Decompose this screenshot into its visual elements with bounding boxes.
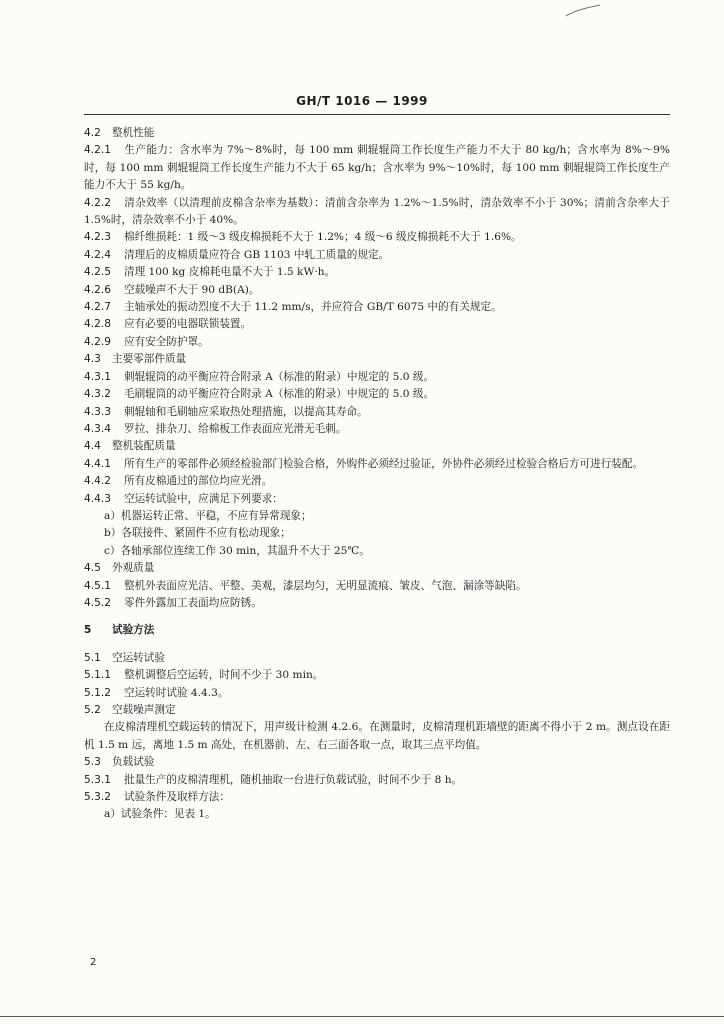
- clause-5-1-2: [84, 685, 670, 702]
- clause-text: 清理后的皮棉质量应符合 GB 1103 中轧工质量的规定。: [124, 248, 390, 261]
- clause-4-5: [84, 560, 670, 577]
- clause-number: 4.3.3: [84, 405, 111, 418]
- clause-4-2-2: [84, 195, 670, 230]
- clause-number: 4.5.1: [84, 579, 111, 592]
- clause-5: [84, 622, 670, 639]
- clause-4-3: [84, 351, 670, 368]
- clause-number: 4.5: [84, 562, 101, 575]
- clause-5-2: [84, 702, 670, 719]
- clause-number: 4.2.7: [84, 301, 111, 314]
- clause-4-4-3: [84, 491, 670, 508]
- clause-5-3: [84, 754, 670, 771]
- bottom-rule: [0, 1016, 724, 1017]
- clause-text: 在皮棉清理机空载运转的情况下，用声级计检测 4.2.6。在测量时，皮棉清理机距墙壁的距离不得小于 2 m。测点设在距机 1.5 m 远，离地 1.5 m 高处，在机器前、左、右三面各取一点，取其三点平均值。: [84, 721, 670, 751]
- spacer: [84, 612, 670, 622]
- clause-4-5-1: [84, 578, 670, 595]
- clause-text: 毛刷辊筒的动平衡应符合附录 A（标准的附录）中规定的 5.0 级。: [124, 388, 435, 401]
- clause-text: 空载噪声测定: [112, 704, 176, 716]
- clause-text: 负载试验: [112, 756, 155, 769]
- text-line: [84, 806, 670, 823]
- page-number: 2: [90, 957, 97, 968]
- clause-text: 整机装配质量: [112, 440, 176, 453]
- clause-text: 空运转试验: [112, 651, 165, 664]
- clause-number: 5.2: [84, 704, 101, 716]
- clause-text: 罗拉、排杂刀、给棉板工作表面应光滑无毛刺。: [124, 422, 347, 435]
- clause-text: 空运转时试验 4.4.3。: [124, 686, 229, 699]
- page-header: GH/T 1016 — 1999: [296, 94, 428, 108]
- clause-text: c）各轴承部位连续工作 30 min，其温升不大于 25℃。: [104, 544, 370, 557]
- clause-4-3-3: [84, 404, 670, 421]
- clause-4-3-2: [84, 386, 670, 403]
- clause-4-2-8: [84, 316, 670, 333]
- clause-number: 5: [84, 624, 92, 637]
- clause-number: 4.2.6: [84, 283, 111, 296]
- clause-number: 4.2.5: [84, 266, 111, 279]
- clause-text: 应有安全防护罩。: [124, 335, 209, 348]
- clause-number: 4.3: [84, 353, 101, 366]
- clause-text: 批量生产的皮棉清理机，随机抽取一台进行负载试验，时间不少于 8 h。: [124, 773, 463, 786]
- clause-5-1: [84, 650, 670, 667]
- clause-number: 5.1.1: [84, 669, 111, 682]
- clause-4-2-1: [84, 142, 670, 194]
- document-body: [84, 125, 670, 824]
- clause-4-3-1: [84, 369, 670, 386]
- clause-4-4: [84, 438, 670, 455]
- clause-text: 主轴承处的振动烈度不大于 11.2 mm/s，并应符合 GB/T 6075 中的有关规定。: [124, 301, 502, 314]
- clause-number: 4.4.1: [84, 457, 111, 470]
- clause-text: 清杂效率（以清理前皮棉含杂率为基数）：清前含杂率为 1.2%～1.5%时，清杂效率不小于 30%；清前含杂率大于 1.5%时，清杂效率不小于 40%。: [84, 196, 670, 227]
- clause-number: 4.2.8: [84, 318, 111, 331]
- clause-4-2-7: [84, 299, 670, 316]
- clause-number: 4.2: [84, 127, 101, 139]
- pen-scribble-mark: [564, 2, 604, 22]
- clause-number: 5.3.1: [84, 773, 111, 786]
- clause-text: 应有必要的电器联锁装置。: [124, 318, 252, 331]
- clause-text: 清理 100 kg 皮棉耗电量不大于 1.5 kW·h。: [124, 266, 336, 279]
- clause-5-3-2: [84, 789, 670, 806]
- clause-4-4-1: [84, 456, 670, 473]
- clause-number: 4.2.4: [84, 248, 111, 261]
- clause-4-3-4: [84, 421, 670, 438]
- clause-number: 4.5.2: [84, 596, 111, 609]
- clause-number: 4.4: [84, 440, 101, 453]
- clause-number: 4.3.1: [84, 370, 111, 383]
- spacer: [84, 640, 670, 650]
- clause-4-2-3: [84, 229, 670, 246]
- clause-number: 4.3.4: [84, 422, 111, 435]
- clause-text: 试验条件及取样方法：: [124, 791, 230, 804]
- text-line: [84, 525, 670, 542]
- clause-4-2-6: [84, 282, 670, 299]
- clause-text: a）试验条件：见表 1。: [104, 808, 216, 821]
- clause-4-2-4: [84, 247, 670, 264]
- clause-4-5-2: [84, 595, 670, 612]
- clause-number: 4.2.9: [84, 335, 111, 348]
- clause-text: 主要零部件质量: [112, 353, 187, 366]
- clause-number: 5.3: [84, 756, 101, 769]
- clause-number: 4.2.1: [84, 144, 111, 157]
- clause-4-2-9: [84, 334, 670, 351]
- clause-text: b）各联接件、紧固件不应有松动现象；: [104, 527, 291, 540]
- clause-text: 刺辊辊筒的动平衡应符合附录 A（标准的附录）中规定的 5.0 级。: [124, 370, 435, 383]
- clause-text: 空载噪声不大于 90 dB(A)。: [124, 283, 260, 296]
- clause-text: 所有生产的零部件必须经检验部门检验合格，外购件必须经过验证，外协件必须经过检验合格后方可进行装配。: [124, 457, 644, 470]
- clause-text: 空运转试验中，应满足下列要求：: [124, 492, 283, 505]
- clause-text: 外观质量: [112, 562, 155, 575]
- text-line: [84, 719, 670, 754]
- clause-text: 生产能力：含水率为 7%～8%时，每 100 mm 刺辊辊筒工作长度生产能力不大于 80 kg/h；含水率为 8%～9%时，每 100 mm 刺辊辊筒工作长度生产能力不大于 65 kg/h；含水率为 9%～10%时，每 100 mm 刺辊辊筒工作长度生产能力不大于 55 kg/h。: [84, 144, 670, 192]
- clause-text: 刺辊轴和毛刷轴应采取热处理措施，以提高其寿命。: [124, 405, 368, 418]
- clause-4-4-2: [84, 473, 670, 490]
- clause-text: 整机性能: [112, 127, 155, 139]
- clause-number: 4.2.3: [84, 231, 111, 244]
- header-rule: [84, 114, 670, 115]
- clause-text: 所有皮棉通过的部位均应光滑。: [124, 475, 273, 488]
- clause-text: 试验方法: [112, 624, 155, 637]
- clause-number: 5.3.2: [84, 791, 111, 804]
- text-line: [84, 543, 670, 560]
- clause-text: 棉纤维损耗：1 级～3 级皮棉损耗不大于 1.2%；4 级～6 级皮棉损耗不大于 1.6%。: [124, 231, 522, 244]
- clause-number: 5.1: [84, 651, 101, 664]
- clause-5-1-1: [84, 667, 670, 684]
- clause-text: 整机外表面应光洁、平整、美观，漆层均匀，无明显流痕、皱皮、气泡、漏涂等缺陷。: [124, 579, 527, 592]
- clause-text: 整机调整后空运转，时间不少于 30 min。: [124, 669, 324, 682]
- text-line: [84, 508, 670, 525]
- clause-number: 4.2.2: [84, 196, 111, 209]
- clause-4-2: [84, 125, 670, 142]
- clause-number: 4.3.2: [84, 388, 111, 401]
- clause-number: 4.4.2: [84, 475, 111, 488]
- clause-text: a）机器运转正常、平稳，不应有异常现象；: [104, 509, 312, 522]
- clause-text: 零件外露加工表面均应防锈。: [124, 596, 262, 609]
- clause-number: 4.4.3: [84, 492, 111, 505]
- clause-5-3-1: [84, 772, 670, 789]
- clause-4-2-5: [84, 264, 670, 281]
- clause-number: 5.1.2: [84, 686, 111, 699]
